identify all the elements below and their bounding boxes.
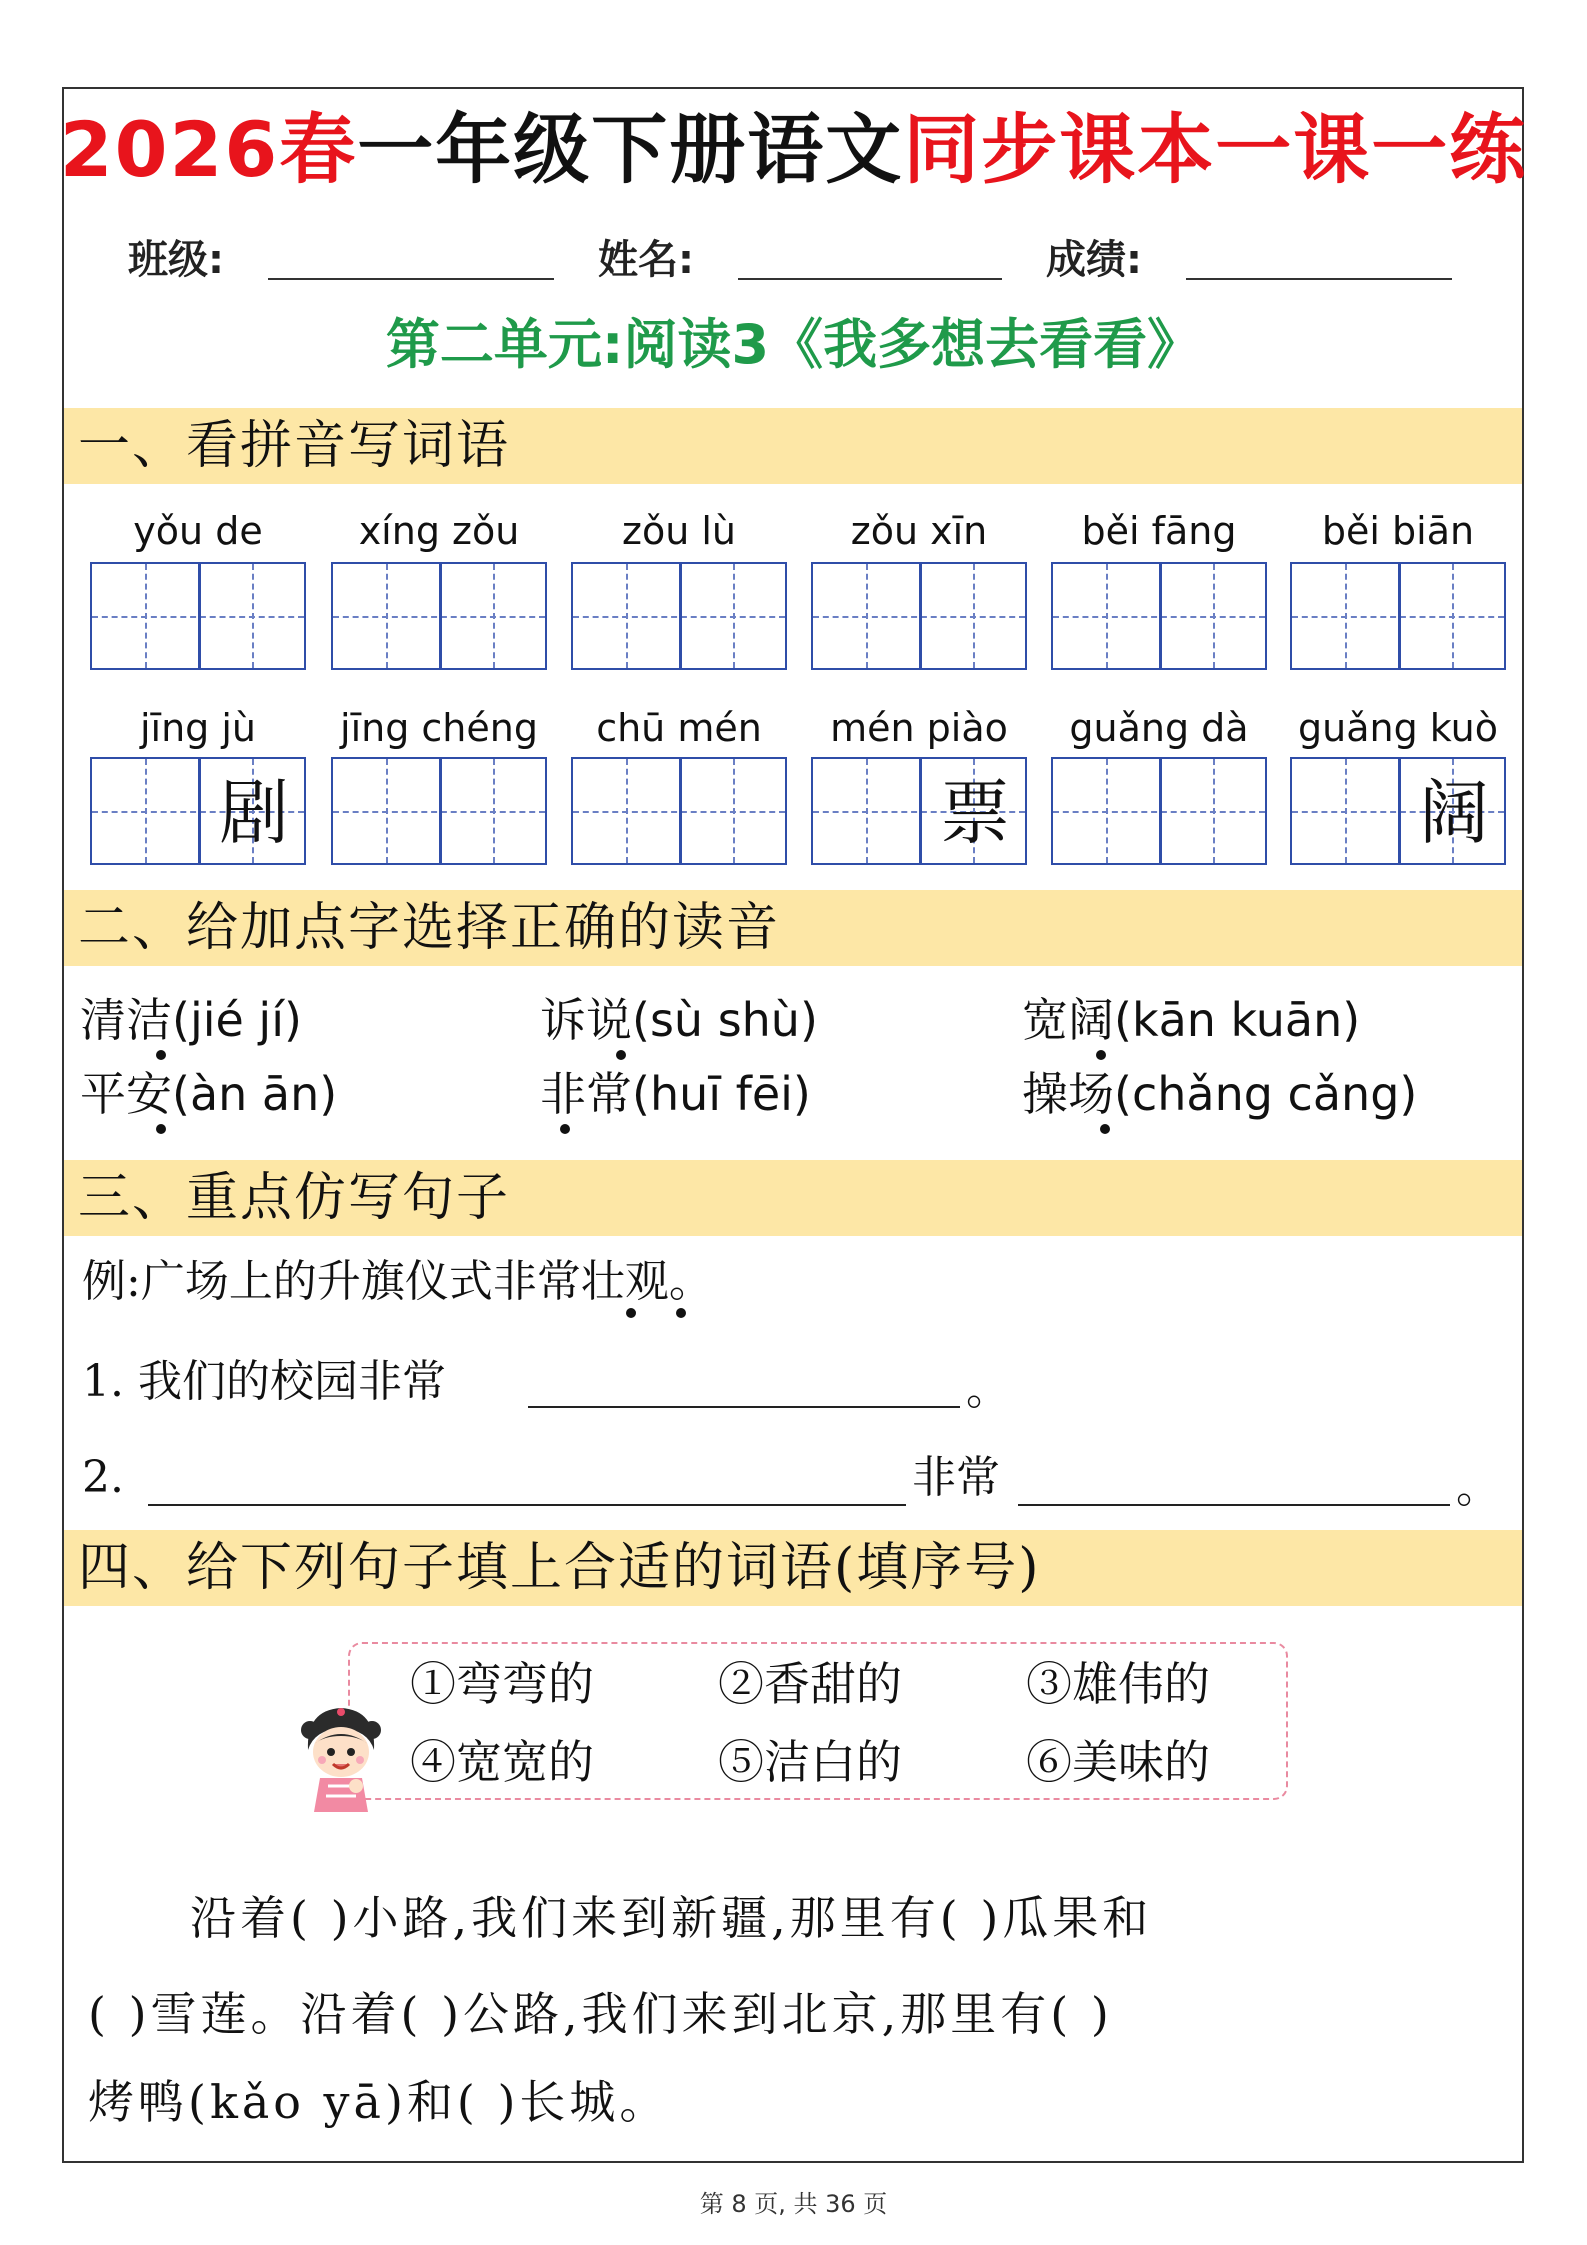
reading-item: 操场(chǎng cǎng)	[1022, 1067, 1418, 1121]
name-label: 姓名:	[598, 237, 694, 283]
emphasis-dot	[156, 1124, 166, 1134]
word-option: ①弯弯的	[410, 1657, 594, 1711]
emphasis-dot	[616, 1050, 626, 1060]
writing-grid[interactable]	[1051, 562, 1267, 670]
question-2-prefix: 2.	[82, 1452, 124, 1503]
title-series: 同步课本一课一练	[903, 105, 1528, 194]
unit-title: 第二单元:阅读3《我多想去看看》	[385, 313, 1202, 376]
writing-grid[interactable]	[811, 562, 1027, 670]
writing-grid[interactable]	[571, 757, 787, 865]
pinyin-row-1	[0, 506, 1587, 556]
pinyin-label: jīng jù	[139, 706, 257, 750]
word-bank	[348, 1642, 1288, 1800]
given-character: 剧	[219, 772, 289, 854]
pinyin-label: mén piào	[830, 706, 1008, 750]
section-3-header	[64, 1160, 1522, 1236]
title-year: 2026春	[59, 105, 358, 194]
word-option: ②香甜的	[718, 1657, 902, 1711]
pinyin-label: zǒu xīn	[850, 509, 988, 553]
question-2-middle: 非常	[912, 1452, 1000, 1503]
section-2-header	[64, 890, 1522, 966]
writing-grid[interactable]	[1051, 757, 1267, 865]
pinyin-label: zǒu lù	[622, 509, 736, 553]
question-1-suffix: 。	[966, 1364, 1010, 1415]
name-field[interactable]	[738, 278, 1002, 280]
pinyin-label: jīng chéng	[340, 706, 538, 750]
score-label: 成绩:	[1046, 237, 1142, 283]
section-1-header	[64, 408, 1522, 484]
writing-grid[interactable]	[1290, 757, 1506, 865]
page-frame	[59, 87, 1524, 2163]
reading-item: 宽阔(kān kuān)	[1022, 993, 1361, 1047]
pinyin-row-2	[0, 703, 1587, 753]
word-option: ④宽宽的	[410, 1735, 594, 1789]
question-2-suffix: 。	[1456, 1462, 1500, 1513]
fill-paragraph-line-1: 沿着( )小路,我们来到新疆,那里有( )瓜果和	[190, 1891, 1153, 1945]
pinyin-label: xíng zǒu	[358, 509, 520, 553]
page-title	[0, 105, 1587, 194]
reading-item: 清洁(jié jí)	[80, 993, 302, 1047]
writing-grid[interactable]	[1290, 562, 1506, 670]
given-character: 票	[940, 772, 1010, 854]
pinyin-label: guǎng dà	[1069, 706, 1249, 750]
writing-grid[interactable]	[331, 757, 547, 865]
section-2-title: 二、给加点字选择正确的读音	[78, 898, 781, 958]
pinyin-label: yǒu de	[133, 509, 263, 553]
reading-item: 平安(àn ān)	[80, 1067, 338, 1121]
question-2-blank-1[interactable]	[148, 1504, 906, 1506]
class-field[interactable]	[268, 278, 554, 280]
pinyin-label: guǎng kuò	[1298, 706, 1498, 750]
word-option: ③雄伟的	[1026, 1657, 1210, 1711]
pinyin-label: chū mén	[596, 706, 762, 750]
writing-grid[interactable]	[571, 562, 787, 670]
given-character: 阔	[1419, 772, 1489, 854]
emphasis-dot	[1100, 1124, 1110, 1134]
emphasis-dot	[676, 1308, 686, 1318]
writing-grid[interactable]	[90, 562, 306, 670]
word-option: ⑤洁白的	[718, 1735, 902, 1789]
fill-paragraph-line-3: 烤鸭(kǎo yā)和( )长城。	[88, 2075, 670, 2129]
emphasis-dot	[156, 1050, 166, 1060]
question-1-prefix: 1. 我们的校园非常	[82, 1356, 446, 1407]
girl-cartoon-icon	[298, 1700, 384, 1820]
reading-item: 非常(huī fēi)	[540, 1067, 811, 1121]
score-field[interactable]	[1186, 278, 1452, 280]
fill-paragraph-line-2: ( )雪莲。沿着( )公路,我们来到北京,那里有( )	[88, 1987, 1113, 2041]
section-4-header	[64, 1530, 1522, 1606]
word-option: ⑥美味的	[1026, 1735, 1210, 1789]
emphasis-dot	[560, 1124, 570, 1134]
question-2-blank-2[interactable]	[1018, 1504, 1450, 1506]
title-grade: 一年级下册语文	[357, 105, 904, 194]
section-1-title: 一、看拼音写词语	[78, 416, 511, 476]
section-3-title: 三、重点仿写句子	[78, 1168, 511, 1228]
writing-grid[interactable]	[90, 757, 306, 865]
reading-item: 诉说(sù shù)	[540, 993, 818, 1047]
emphasis-dot	[626, 1308, 636, 1318]
student-info-row	[0, 228, 1587, 288]
section-4-title: 四、给下列句子填上合适的词语(填序号)	[78, 1538, 1041, 1598]
pinyin-label: běi biān	[1321, 509, 1475, 553]
class-label: 班级:	[128, 237, 224, 283]
example-sentence: 例:广场上的升旗仪式非常壮观。	[82, 1256, 713, 1307]
pinyin-label: běi fāng	[1081, 509, 1237, 553]
page-footer: 第 8 页, 共 36 页	[699, 2190, 888, 2218]
question-1-blank[interactable]	[528, 1406, 960, 1408]
writing-grid[interactable]	[811, 757, 1027, 865]
emphasis-dot	[1096, 1050, 1106, 1060]
writing-grid[interactable]	[331, 562, 547, 670]
